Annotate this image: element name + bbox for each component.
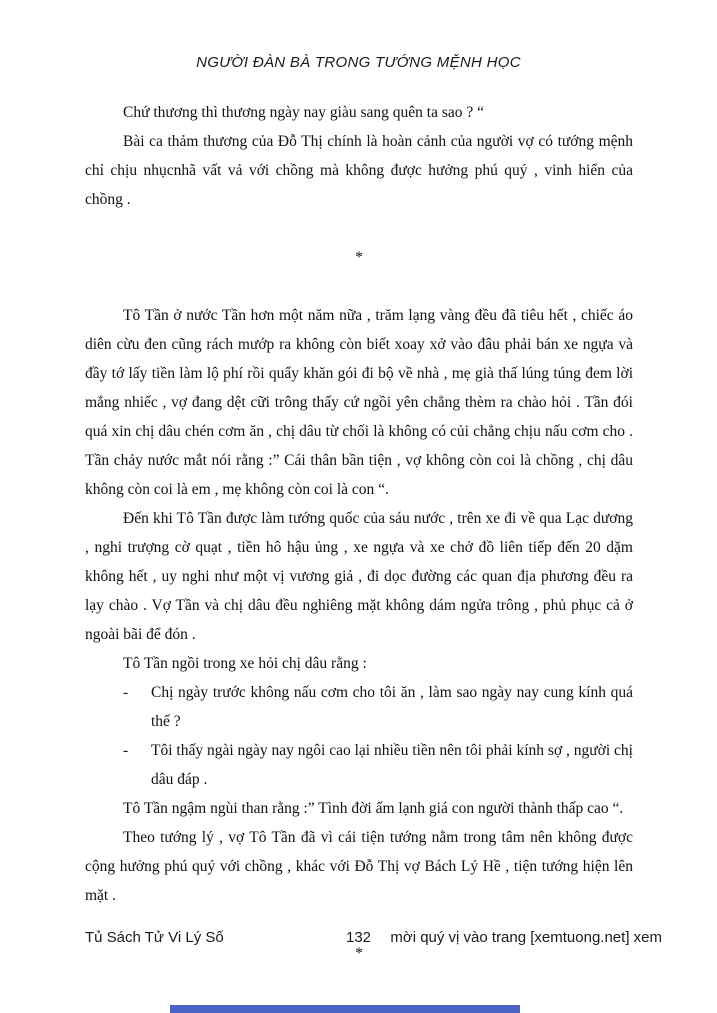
paragraph-quote-tail: Chứ thương thì thương ngày nay giàu sang quên ta sao ? “ [123,104,485,121]
footer-page-number: 132 [345,929,372,946]
paragraph-tuong-ly: Theo tướng lý , vợ Tô Tần đã vì cái tiện tướng nằm trong tâm nên không được cộng hưởng phú quý với chồng , khác với Đỗ Thị vợ Bách Lý Hề , tiện tướng hiện lên mặt . [85,829,633,904]
paragraph-to-tan-question: Tô Tần ngồi trong xe hỏi chị dâu rằng : [123,655,367,672]
page-header-title: NGƯỜI ĐÀN BÀ TRONG TƯỚNG MỆNH HỌC [196,54,521,71]
bottom-blue-bar [170,1005,520,1013]
dialog-line-1-text: Chị ngày trước không nấu cơm cho tôi ăn , làm sao ngày nay cung kính quá thế ? [151,684,633,730]
section-separator-asterisk: * [355,945,363,962]
dash-bullet: - [123,684,129,701]
paragraph-to-tan-lament: Tô Tần ngậm ngùi than rằng :” Tình đời ấm lạnh giá con người thành thấp cao “. [123,800,624,817]
dash-bullet: - [123,742,129,759]
footer-series-title: Tủ Sách Tử Vi Lý Số [85,929,224,946]
dialog-line-2 [85,736,633,794]
paragraph-to-tan-minister: Đến khi Tô Tần được làm tướng quốc của sáu nước , trên xe đi về qua Lạc dương , nghi trượng cờ quạt , tiền hô hậu ủng , xe ngựa và xe chở đồ liên tiếp đến 20 dặm không hết , uy nghi như một vị vương giả , đi dọc đường các quan địa phương đều ra lạy chào . Vợ Tần và chị dâu đều nghiêng mặt không dám ngửa trông , phủ phục cả ở ngoài bãi để đón . [85,510,633,643]
footer-site-note: mời quý vị vào trang [xemtuong.net] xem [390,929,662,946]
section-separator-asterisk: * [355,249,363,266]
dialog-line-1 [85,678,633,736]
page-body [85,98,633,997]
paragraph-to-tan-return: Tô Tần ở nước Tần hơn một năm nữa , trăm lạng vàng đều đã tiêu hết , chiếc áo diên cừu đen cũng rách mướp ra không còn biết xoay xở vào đâu phải bán xe ngựa và đầy tớ lấy tiền làm lộ phí rồi quẩy khăn gói đi bộ về nhà , mẹ già thấ lúng túng đem lời mắng nhiếc , vợ đang dệt cữi trông thấy cứ ngồi yên chẳng thèm ra chào hỏi . Tần đói quá xin chị dâu chén cơm ăn , chị dâu từ chối là không có củi chẳng chịu nấu cơm cho . Tần chảy nước mắt nói rằng :” Cái thân bần tiện , vợ không còn coi là chồng , chị dâu không còn coi là em , mẹ không còn coi là con “. [85,307,633,498]
dialog-line-2-text: Tôi thấy ngài ngày nay ngôi cao lại nhiều tiền nên tôi phải kính sợ , người chị dâu đáp . [151,742,633,788]
paragraph-do-thi: Bài ca thảm thương của Đỗ Thị chính là hoàn cảnh của người vợ có tướng mệnh chỉ chịu nhụcnhã vất vả với chồng mà không được hưởng phú quý , vinh hiển của chồng . [85,133,633,208]
page-footer [0,929,717,951]
